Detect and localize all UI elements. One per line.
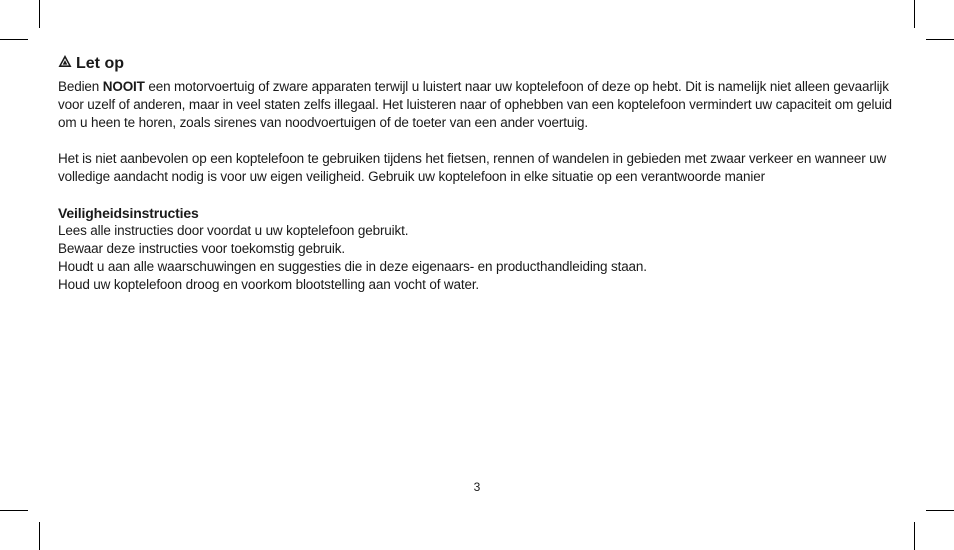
crop-mark [0,39,28,40]
safety-item: Bewaar deze instructies voor toekomstig gebruik. [58,241,345,256]
crop-mark [0,510,28,511]
paragraph-text: Bedien [58,79,103,94]
warning-paragraph-2: Het is niet aanbevolen op een koptelefoon te gebruiken tijdens het fietsen, rennen of wandelen in gebieden met zwaar verkeer en wanneer uw volledige aandacht nodig is voor uw eigen veiligheid. Gebruik uw koptelefoon in elke situatie op een verantwoorde manier [58,151,887,184]
crop-mark [39,522,40,550]
emphasis-text: NOOIT [102,79,145,94]
page-number: 3 [473,480,481,494]
safety-item: Houd uw koptelefoon droog en voorkom blootstelling aan vocht of water. [58,277,480,292]
crop-mark [914,0,915,28]
warning-title: Let op [76,55,124,72]
warning-heading [58,54,903,74]
safety-title: Veiligheidsinstructies [58,205,199,221]
safety-item: Houdt u aan alle waarschuwingen en suggesties die in deze eigenaars- en producthandleiding staan. [58,259,647,274]
crop-mark [39,0,40,28]
crop-mark [914,522,915,550]
safety-item: Lees alle instructies door voordat u uw koptelefoon gebruikt. [58,223,409,238]
crop-mark [926,39,954,40]
warning-triangle-icon [58,54,76,74]
crop-mark [926,510,954,511]
warning-paragraph-1 [58,78,903,132]
page-content [58,54,903,294]
paragraph-text: een motorvoertuig of zware apparaten terwijl u luistert naar uw koptelefoon of deze op hebt. Dit is namelijk niet alleen gevaarlijk voor uzelf of anderen, maar in veel staten zelfs illegaal. Het luisteren naar of ophebben van een koptelefoon vermindert uw capaciteit om geluid om u heen te horen, zoals sirenes van noodvoertuigen of de toeter van een ander voertuig. [58,79,892,130]
